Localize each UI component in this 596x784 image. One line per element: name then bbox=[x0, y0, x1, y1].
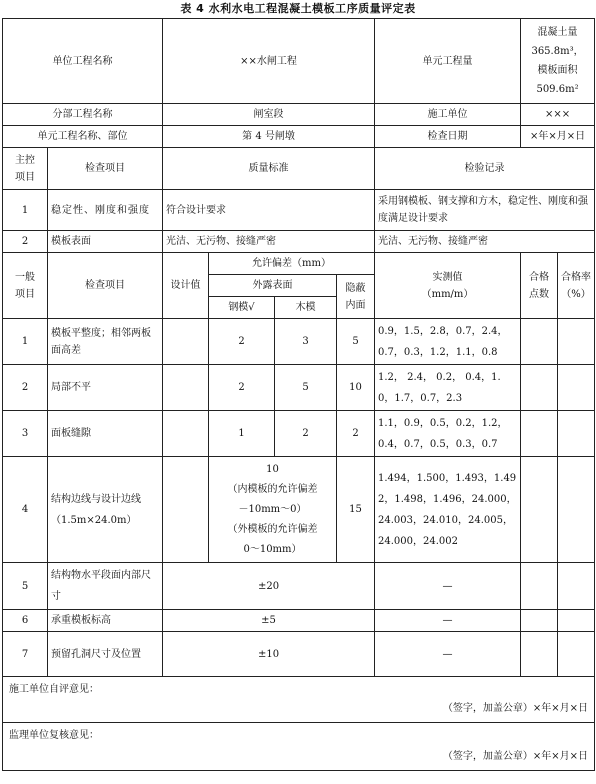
element-quantity-value bbox=[521, 19, 595, 104]
rate-header-line-2: （%） bbox=[561, 288, 591, 300]
col-wood-form: 木模 bbox=[275, 297, 337, 319]
hidden-value: 2 bbox=[337, 411, 375, 457]
check-item: 局部不平 bbox=[48, 365, 163, 411]
unit-project-label: 单位工程名称 bbox=[3, 19, 163, 104]
pass-rate bbox=[558, 319, 595, 365]
steel-value: 2 bbox=[209, 365, 275, 411]
pass-rate bbox=[558, 610, 595, 632]
check-item: 结构物水平段面内部尺寸 bbox=[48, 563, 163, 610]
wood-value: 3 bbox=[275, 319, 337, 365]
check-item: 面板缝隙 bbox=[48, 411, 163, 457]
measured-value: 1.1，0.9，0.5，0.2，1.2，0.4，0.7，0.5，0.3，0.7 bbox=[375, 411, 521, 457]
design-value bbox=[163, 457, 209, 563]
col-pass-count bbox=[521, 253, 558, 319]
form-title: 表 4 水利水电工程混凝土模板工序质量评定表 bbox=[180, 2, 416, 15]
measured-value: — bbox=[375, 563, 521, 610]
hidden-header-line-2: 内面 bbox=[345, 299, 366, 311]
quantity-line-1: 混凝土量 bbox=[537, 27, 578, 38]
measured-value: 1.2， 2.4， 0.2， 0.4，1.0，1.7，0.7，2.3 bbox=[375, 365, 521, 411]
wood-value: 5 bbox=[275, 365, 337, 411]
inspection-date-value: ×年×月×日 bbox=[521, 126, 595, 148]
check-item: 预留孔洞尺寸及位置 bbox=[48, 632, 163, 677]
col-check-item: 检查项目 bbox=[48, 148, 163, 190]
check-item: 模板平整度；相邻两板面高差 bbox=[48, 319, 163, 365]
general-section-label bbox=[3, 253, 48, 319]
measured-value: 1.494，1.500，1.493，1.492，1.498，1.496，24.000，24.003，24.010，24.005，24.000，24.002 bbox=[375, 457, 521, 563]
contractor-opinion-label: 施工单位自评意见： bbox=[9, 684, 99, 695]
measured-value: 0.9，1.5，2.8，0.7，2.4，0.7，0.3，1.2，1.1，0.8 bbox=[375, 319, 521, 365]
row-no: 3 bbox=[3, 411, 48, 457]
contractor-label: 施工单位 bbox=[375, 104, 521, 126]
element-name-value: 第 4 号闸墩 bbox=[163, 126, 375, 148]
row-no: 7 bbox=[3, 632, 48, 677]
check-item: 模板表面 bbox=[48, 231, 163, 253]
element-name-label: 单元工程名称、部位 bbox=[3, 126, 163, 148]
col-design-value: 设计值 bbox=[163, 253, 209, 319]
contractor-opinion-box bbox=[3, 677, 595, 723]
exposed-line-5: 0～10mm） bbox=[243, 543, 302, 555]
quality-standard: 符合设计要求 bbox=[163, 190, 375, 231]
row-no: 1 bbox=[3, 190, 48, 231]
pass-rate bbox=[558, 457, 595, 563]
measured-value: — bbox=[375, 610, 521, 632]
contractor-value: ××× bbox=[521, 104, 595, 126]
supervisor-opinion-box bbox=[3, 723, 595, 771]
sub-project-value: 闸室段 bbox=[163, 104, 375, 126]
section-label-line-2: 项目 bbox=[15, 288, 35, 300]
steel-value: 1 bbox=[209, 411, 275, 457]
exposed-line-2: （内模板的允许偏差 bbox=[227, 483, 318, 495]
quantity-line-4: 509.6m² bbox=[536, 84, 579, 95]
rate-header-line-1: 合格率 bbox=[561, 271, 592, 283]
pass-count bbox=[521, 632, 558, 677]
contractor-signature: （签字，加盖公章）×年×月×日 bbox=[442, 703, 589, 714]
inspection-record: 光洁、无污物、接缝严密 bbox=[375, 231, 595, 253]
wood-value: 2 bbox=[275, 411, 337, 457]
col-measured bbox=[375, 253, 521, 319]
col-check-item: 检查项目 bbox=[48, 253, 163, 319]
row-no: 5 bbox=[3, 563, 48, 610]
pass-rate bbox=[558, 411, 595, 457]
hidden-value: 15 bbox=[337, 457, 375, 563]
col-hidden-inner bbox=[337, 275, 375, 319]
row-no: 4 bbox=[3, 457, 48, 563]
inspection-record: 采用钢模板、钢支撑和方木，稳定性、刚度和强度满足设计要求 bbox=[375, 190, 595, 231]
col-exposed-surface: 外露表面 bbox=[209, 275, 337, 297]
inspection-date-label: 检查日期 bbox=[375, 126, 521, 148]
pass-count bbox=[521, 457, 558, 563]
allowed-deviation: ±20 bbox=[163, 563, 375, 610]
design-value bbox=[163, 411, 209, 457]
allowed-deviation: ±10 bbox=[163, 632, 375, 677]
pass-count bbox=[521, 563, 558, 610]
element-quantity-label: 单元工程量 bbox=[375, 19, 521, 104]
check-item: 稳定性、刚度和强度 bbox=[48, 190, 163, 231]
col-allowed-deviation: 允许偏差（mm） bbox=[209, 253, 375, 275]
section-label-line-1: 一般 bbox=[15, 271, 35, 283]
section-label-line-2: 项目 bbox=[15, 171, 35, 183]
row-no: 2 bbox=[3, 365, 48, 411]
section-label-line-1: 主控 bbox=[15, 154, 35, 166]
quality-standard: 光洁、无污物、接缝严密 bbox=[163, 231, 375, 253]
measured-header-line-1: 实测值 bbox=[432, 271, 463, 283]
design-value bbox=[163, 365, 209, 411]
col-steel-form: 钢模√ bbox=[209, 297, 275, 319]
supervisor-opinion-label: 监理单位复核意见： bbox=[9, 730, 99, 741]
check-item: 结构边线与设计边线（1.5m×24.0m） bbox=[48, 457, 163, 563]
hidden-value: 10 bbox=[337, 365, 375, 411]
pass-rate bbox=[558, 365, 595, 411]
assessment-table bbox=[2, 18, 595, 771]
pass-count bbox=[521, 319, 558, 365]
col-inspection-record: 检验记录 bbox=[375, 148, 595, 190]
design-value bbox=[163, 319, 209, 365]
row-no: 1 bbox=[3, 319, 48, 365]
quantity-line-2: 365.8m³， bbox=[531, 46, 584, 57]
steel-value: 2 bbox=[209, 319, 275, 365]
row-no: 6 bbox=[3, 610, 48, 632]
pass-count bbox=[521, 610, 558, 632]
supervisor-signature: （签字，加盖公章）×年×月×日 bbox=[442, 751, 589, 762]
quantity-line-3: 模板面积 bbox=[537, 65, 578, 76]
main-control-section-label bbox=[3, 148, 48, 190]
col-quality-standard: 质量标准 bbox=[163, 148, 375, 190]
allowed-deviation: ±5 bbox=[163, 610, 375, 632]
exposed-deviation bbox=[209, 457, 337, 563]
measured-header-line-2: （mm/m） bbox=[421, 288, 474, 300]
pass-count bbox=[521, 411, 558, 457]
pass-rate bbox=[558, 563, 595, 610]
unit-project-value: ××水闸工程 bbox=[163, 19, 375, 104]
measured-value: — bbox=[375, 632, 521, 677]
exposed-line-1: 10 bbox=[266, 463, 279, 475]
exposed-line-4: （外模板的允许偏差 bbox=[227, 523, 318, 535]
hidden-header-line-1: 隐蔽 bbox=[345, 282, 366, 294]
hidden-value: 5 bbox=[337, 319, 375, 365]
pass-header-line-2: 点数 bbox=[529, 288, 550, 300]
check-item: 承重模板标高 bbox=[48, 610, 163, 632]
pass-header-line-1: 合格 bbox=[529, 271, 550, 283]
pass-rate bbox=[558, 632, 595, 677]
col-pass-rate bbox=[558, 253, 595, 319]
pass-count bbox=[521, 365, 558, 411]
exposed-line-3: －10mm～0） bbox=[238, 503, 307, 515]
row-no: 2 bbox=[3, 231, 48, 253]
sub-project-label: 分部工程名称 bbox=[3, 104, 163, 126]
